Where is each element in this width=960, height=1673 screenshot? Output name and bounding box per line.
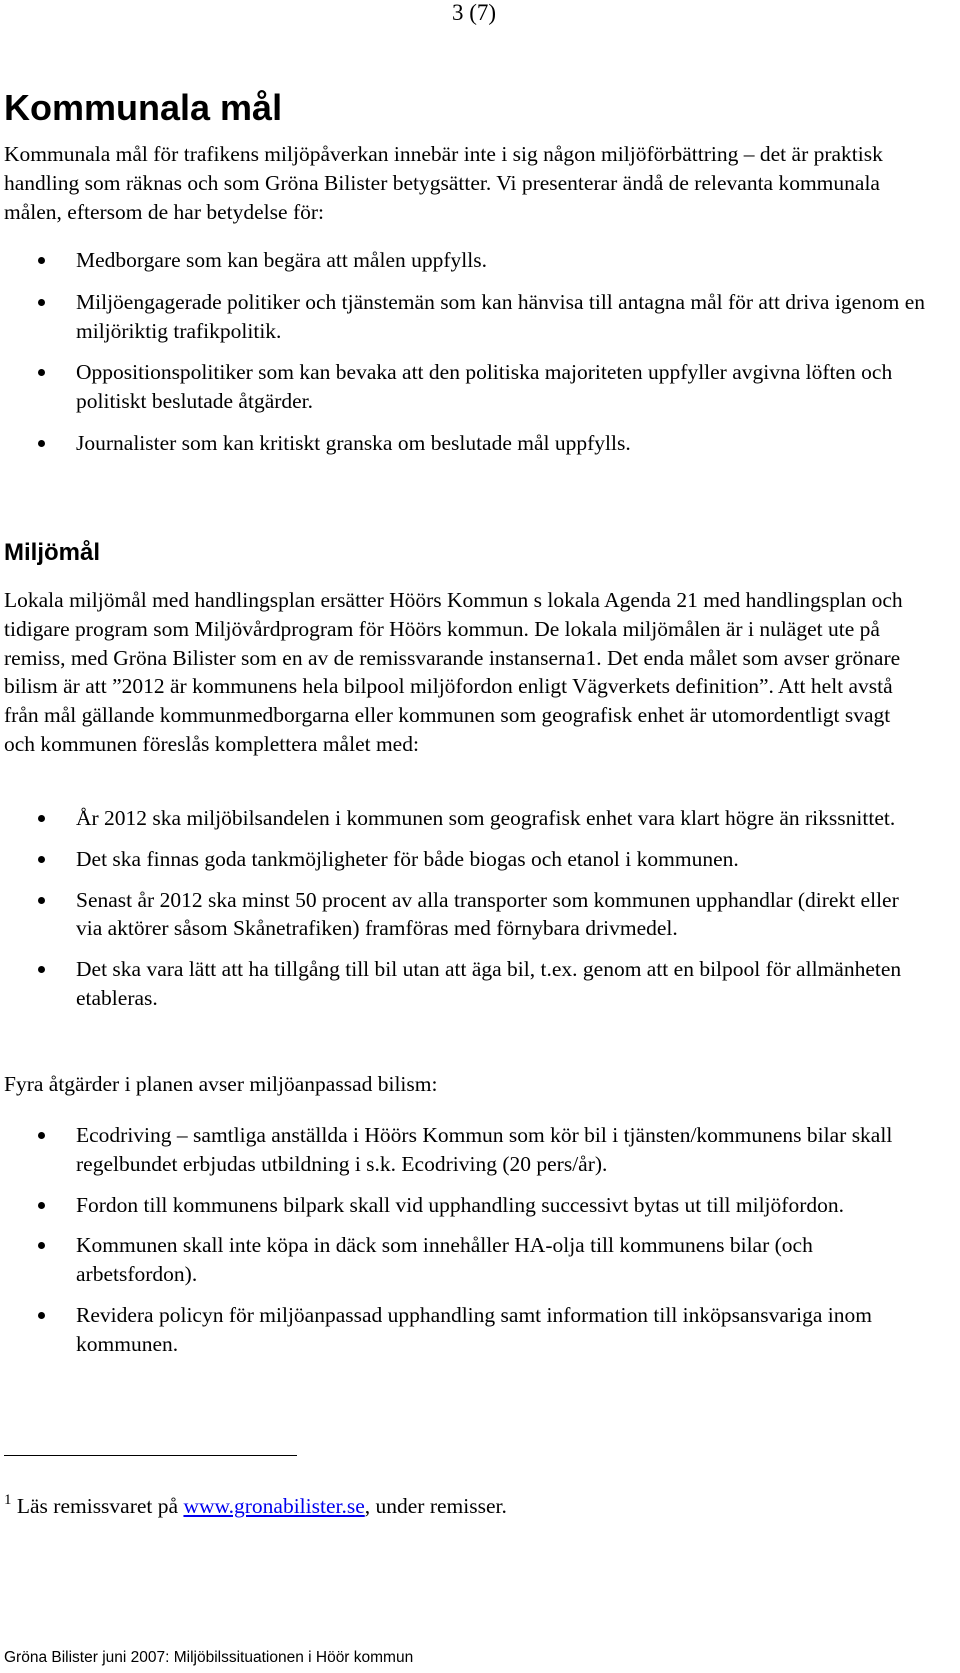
bullet-icon	[38, 1242, 45, 1249]
intro-paragraph: Kommunala mål för trafikens miljöpåverkan innebär inte i sig någon miljöförbättring – det är praktisk handling som räknas och som Gröna Bilister betygsätter. Vi presenterar ändå de relevanta kommunala målen, eftersom de har betydelse för:	[4, 142, 883, 224]
list-item: År 2012 ska miljöbilsandelen i kommunen som geografisk enhet vara klart högre än rikssnittet.	[0, 804, 930, 833]
list-item: Medborgare som kan begära att målen uppfylls.	[0, 246, 930, 275]
list-item: Miljöengagerade politiker och tjänstemän som kan hänvisa till antagna mål för att driva igenom en miljöriktig trafikpolitik.	[0, 288, 930, 346]
audience-list	[0, 246, 930, 471]
list-item: Revidera policyn för miljöanpassad upphandling samt information till inköpsansvariga inom kommunen.	[0, 1301, 930, 1359]
actions-list	[0, 1121, 930, 1371]
footnote-number: 1	[4, 1492, 12, 1508]
proposed-goals-list	[0, 804, 930, 1025]
list-item: Det ska finnas goda tankmöjligheter för både biogas och etanol i kommunen.	[0, 845, 930, 874]
page-footer: Gröna Bilister juni 2007: Miljöbilssituationen i Höör kommun	[4, 1649, 414, 1666]
footnote-reference: 1	[585, 645, 597, 670]
list-item: Journalister som kan kritiskt granska om beslutade mål uppfylls.	[0, 429, 930, 458]
bullet-icon	[38, 1202, 45, 1209]
actions-intro: Fyra åtgärder i planen avser miljöanpassad bilism:	[4, 1072, 438, 1096]
bullet-icon	[38, 440, 45, 447]
bullet-icon	[38, 299, 45, 306]
bullet-icon	[38, 1312, 45, 1319]
bullet-icon	[38, 257, 45, 264]
bullet-icon	[38, 815, 45, 822]
section-title-miljomal: Miljömål	[4, 539, 101, 566]
list-item: Fordon till kommunens bilpark skall vid upphandling successivt bytas ut till miljöfordon.	[0, 1191, 930, 1220]
footnote: $^1$ Läs remissvaret på www.gronabilister.se, under remisser.	[4, 1492, 507, 1518]
section-title-kommunala-mal: Kommunala mål	[4, 87, 283, 128]
list-item: Oppositionspolitiker som kan bevaka att den politiska majoriteten uppfyller avgivna löften och politiskt beslutade åtgärder.	[0, 358, 930, 416]
page-number: 3 (7)	[452, 0, 497, 25]
bullet-icon	[38, 897, 45, 904]
gronabilister-link[interactable]: www.gronabilister.se	[183, 1494, 365, 1518]
bullet-icon	[38, 369, 45, 376]
list-item: Kommunen skall inte köpa in däck som innehåller HA-olja till kommunens bilar (och arbetsfordon).	[0, 1231, 930, 1289]
bullet-icon	[38, 1132, 45, 1139]
miljomal-paragraph: Lokala miljömål med handlingsplan ersätter Höörs Kommun s lokala Agenda 21 med handlingsplan och tidigare program som Miljövårdprogram för Höörs kommun. De lokala miljömålen är i nuläget ute på remiss, med Gröna Bilister som en av de remissvarande instanserna1. Det enda målet som avser grönare bilism är att ”2012 är kommunens hela bilpool miljöfordon enligt Vägverkets definition”. Att helt avstå från mål gällande kommunmedborgarna eller kommunen som geografisk enhet är utomordentligt svagt och kommunen föreslås komplettera målet med:	[4, 588, 903, 756]
list-item: Det ska vara lätt att ha tillgång till bil utan att äga bil, t.ex. genom att en bilpool för allmänheten etableras.	[0, 955, 930, 1013]
bullet-icon	[38, 966, 45, 973]
footnote-divider	[4, 1455, 297, 1456]
bullet-icon	[38, 856, 45, 863]
list-item: Ecodriving – samtliga anställda i Höörs Kommun som kör bil i tjänsten/kommunens bilar skall regelbundet erbjudas utbildning i s.k. Ecodriving (20 pers/år).	[0, 1121, 930, 1179]
list-item: Senast år 2012 ska minst 50 procent av alla transporter som kommunen upphandlar (direkt eller via aktörer såsom Skånetrafiken) framföras med förnybara drivmedel.	[0, 886, 930, 944]
